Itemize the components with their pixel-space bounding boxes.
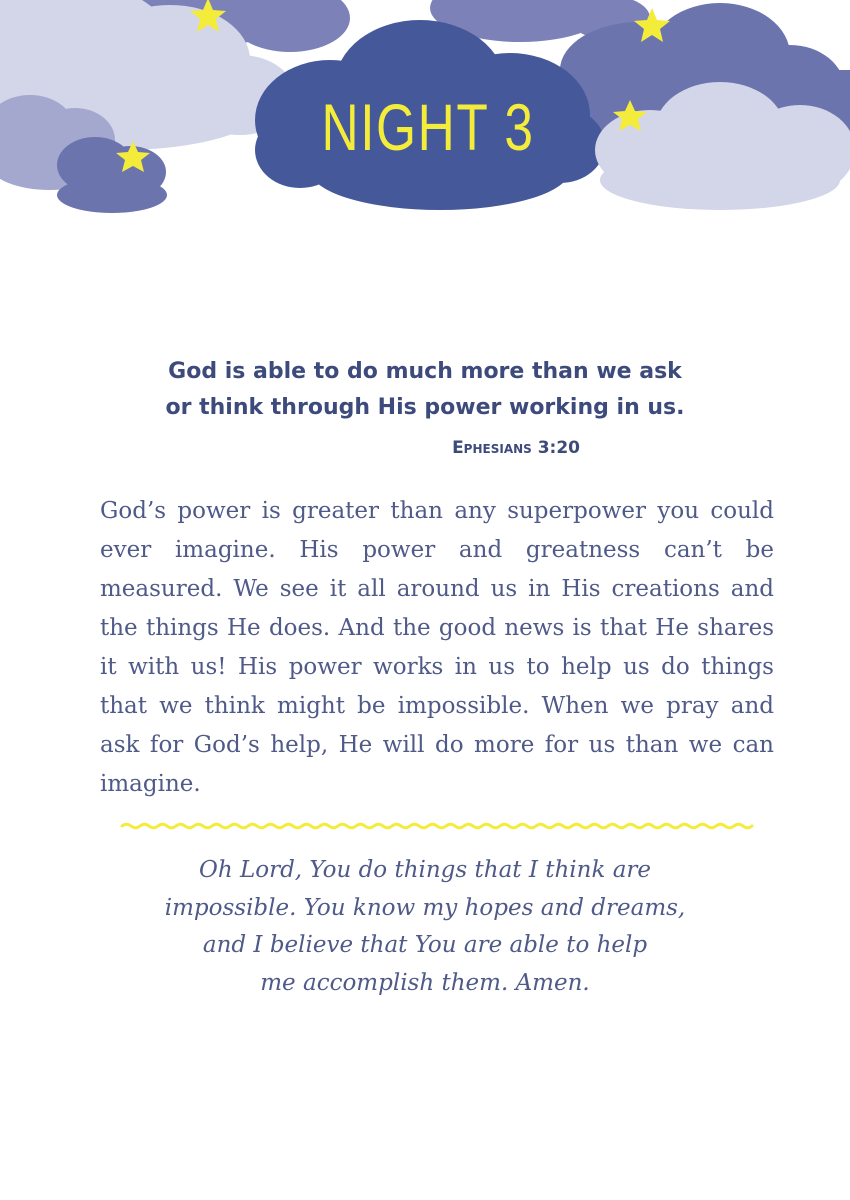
verse-reference: Ephesians 3:20 [452,438,580,458]
page-title: NIGHT 3 [321,90,535,164]
verse-line: God is able to do much more than we ask [168,359,682,384]
prayer-line: me accomplish them. Amen. [260,969,590,996]
prayer [110,852,740,1002]
prayer-line: Oh Lord, You do things that I think are [198,857,652,883]
scripture-verse [120,354,730,426]
prayer-line: impossible. You know my hopes and dreams, [164,894,686,921]
verse-line: or think through His power working in us. [165,395,685,420]
prayer-line: and I believe that You are able to help [202,932,648,958]
devotional-body: God’s power is greater than any superpower you could ever imagine. His power and greatness can’t be measured. We see it all around us in His creations and the things He does. And the good news is that He shares it with us! His power works in us to help us do things that we think might be impossible. When we pray and ask for God’s help, He will do more for us than we can imagine. [100,498,774,797]
wavy-divider [120,816,754,836]
